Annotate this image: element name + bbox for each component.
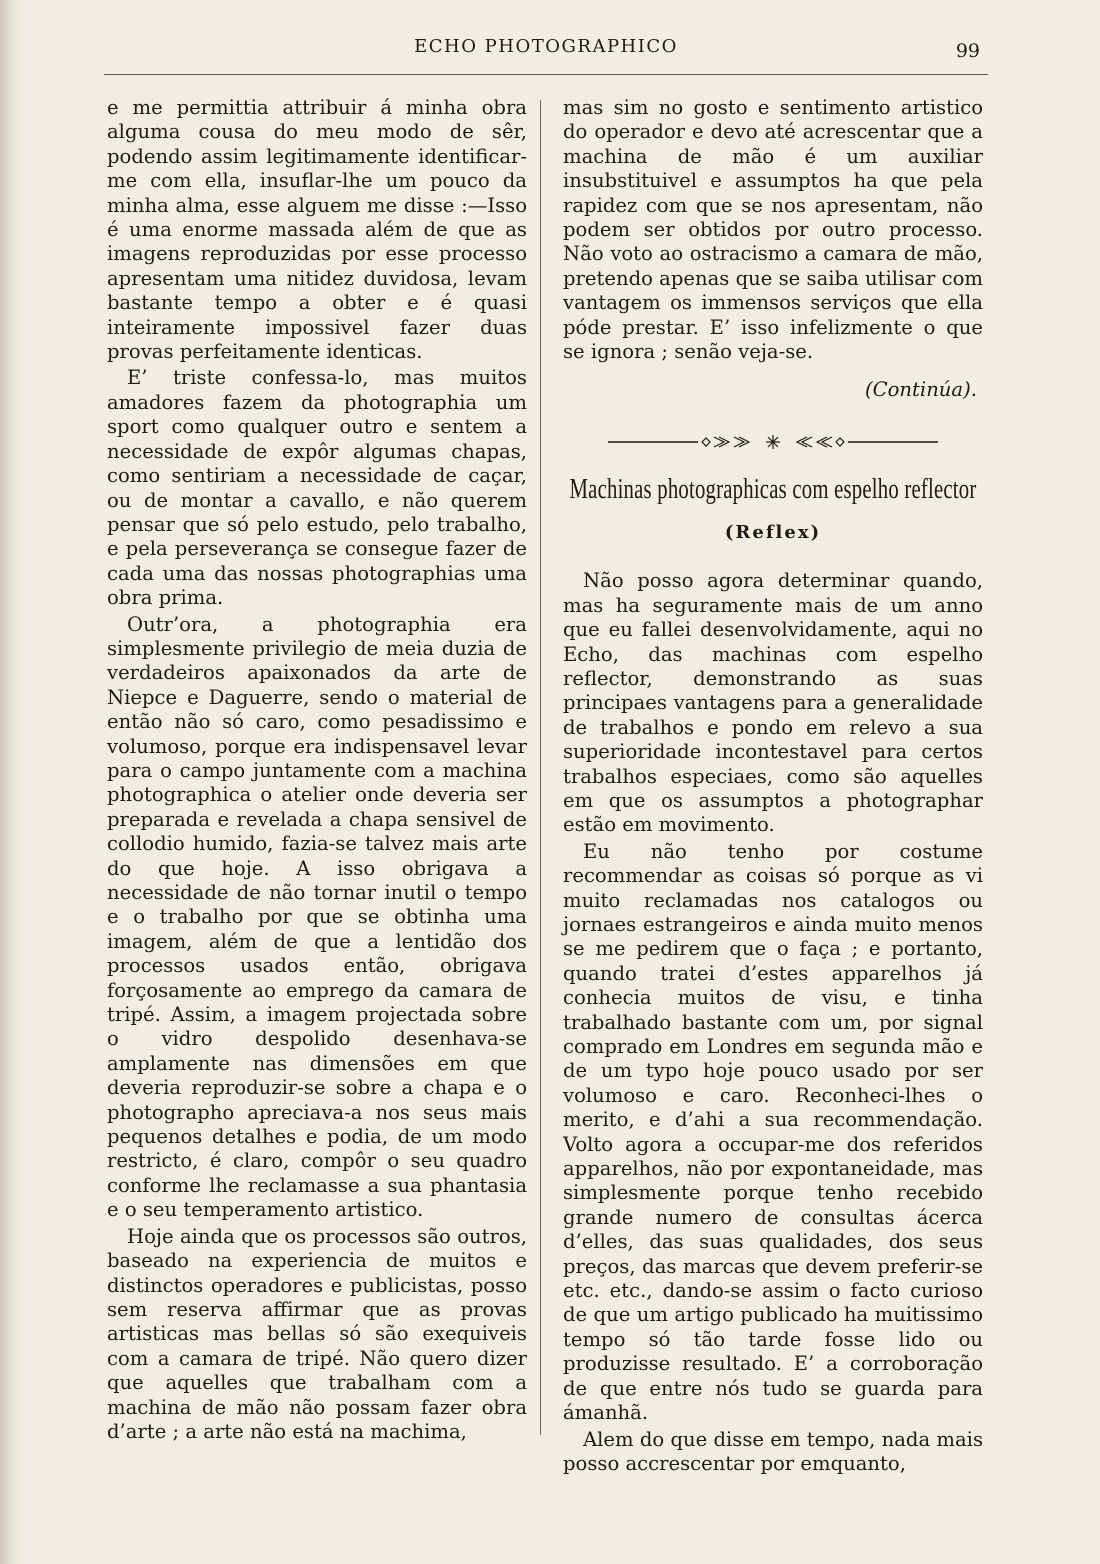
running-title: ECHO PHOTOGRAPHICO: [414, 36, 678, 57]
article-title: Machinas photographicas com espelho reflector: [569, 473, 977, 505]
right-column: [563, 96, 983, 1475]
ornament-divider: [563, 423, 983, 461]
paragraph: Eu não tenho por costume recommendar as coisas só porque as vi muito reclamadas nos catalogos ou jornaes estrangeiros e ainda muito menos se me pedirem que o faça ; e portanto, quando tratei d’estes apparelhos já conhecia muitos de visu, e tinha trabalhado bastante com um, por signal comprado em Londres em segunda mão e de um typo hoje pouco usado por ser volumoso e caro. Reconheci-lhes o merito, e d’ahi a sua recommendação. Volto agora a occupar-me dos referidos apparelhos, não por expontaneidade, mas simplesmente porque tenho recebido grande numero de consultas ácerca d’elles, das suas qualidades, dos seus preços, das marcas que devem preferir-se etc. etc., dando-se assim o facto curioso de que um artigo publicado ha muitissimo tempo só tão tarde fosse lido ou produzisse resultado. E’ a corroboração de que entre nós tudo se guarda para ámanhã.: [563, 839, 983, 1425]
paragraph: e me permittia attribuir á minha obra alguma cousa do meu modo de sêr, podendo assim legitimamente identificar-me com ella, insuflar-lhe um pouco da minha alma, esse alguem me disse :—Isso é uma enorme massada além de que as imagens reproduzidas por esse processo apresentam uma nitidez duvidosa, levam bastante tempo a obter e é quasi inteiramente impossivel fazer duas provas perfeitamente identicas.: [107, 96, 527, 364]
continua-note: (Continúa).: [865, 378, 977, 402]
paragraph: mas sim no gosto e sentimento artistico do operador e devo até acrescentar que a machina de mão é um auxiliar insubstituivel e assumptos ha que pela rapidez com que se nos apresentam, não podem ser obtidos por outro processo. Não voto ao ostracismo a camara de mão, pretendo apenas que se saiba utilisar com vantagem os immensos serviços que ella póde prestar. E’ isso infelizmente o que se ignora ; senão veja-se.: [563, 96, 983, 364]
paragraph: Outr’ora, a photographia era simplesmente privilegio de meia duzia de verdadeiros apaixonados da arte de Niepce e Daguerre, sendo o material de então não só caro, como pesadissimo e volumoso, porque era indispensavel levar para o campo juntamente com a machina photographica o atelier onde deveria ser preparada e revelada a chapa sensivel de collodio humido, fazia-se talvez mais arte do que hoje. A isso obrigava a necessidade de não tornar inutil o tempo e o trabalho por que se obtinha uma imagem, além de que a lentidão dos processos usados então, obrigava forçosamente ao emprego da camara de tripé. Assim, a imagem projectada sobre o vidro despolido desenhava-se amplamente nas dimensões em que deveria reproduzir-se sobre a chapa e o photographo apreciava-a nos seus mais pequenos detalhes e podia, de um modo restricto, é claro, compôr o seu quadro conforme lhe reclamasse a sua phantasia e o seu temperamento artistico.: [107, 612, 527, 1222]
binding-shadow: [0, 0, 22, 1564]
paragraph: Hoje ainda que os processos são outros, baseado na experiencia de muitos e distinctos operadores e publicistas, posso sem reserva affirmar que as provas artisticas mas bellas só são exequiveis com a camara de tripé. Não quero dizer que aquelles que trabalham com a machina de mão não possam fazer obra d’arte ; a arte não está na machima,: [107, 1224, 527, 1443]
column-divider: [540, 100, 541, 1435]
ornament-divider-icon: [598, 432, 948, 452]
paragraph: Não posso agora determinar quando, mas ha seguramente mais de um anno que eu fallei desenvolvidamente, aqui no Echo, das machinas com espelho reflector, demonstrando as suas principaes vantagens para a generalidade de trabalhos e pondo em relevo a sua superioridade incontestavel para certos trabalhos especiaes, como são aquelles em que os assumptos a photographar estão em movimento.: [563, 569, 983, 837]
page-number: 99: [955, 40, 980, 62]
left-column: [107, 96, 527, 1443]
article-subtitle: (Reflex): [724, 521, 822, 543]
paragraph: Alem do que disse em tempo, nada mais posso accrescentar por emquanto,: [563, 1427, 983, 1475]
paragraph: E’ triste confessa-lo, mas muitos amadores fazem da photographia um sport como qualquer outro e sentem a necessidade de expôr algumas chapas, como sentiriam a necessidade de caçar, ou de montar a cavallo, e não querem pensar que só pelo estudo, pelo trabalho, e pela perseverança se consegue fazer de cada uma das nossas photographias uma obra prima.: [107, 366, 527, 610]
running-head: [104, 34, 988, 64]
header-rule: [104, 74, 988, 75]
